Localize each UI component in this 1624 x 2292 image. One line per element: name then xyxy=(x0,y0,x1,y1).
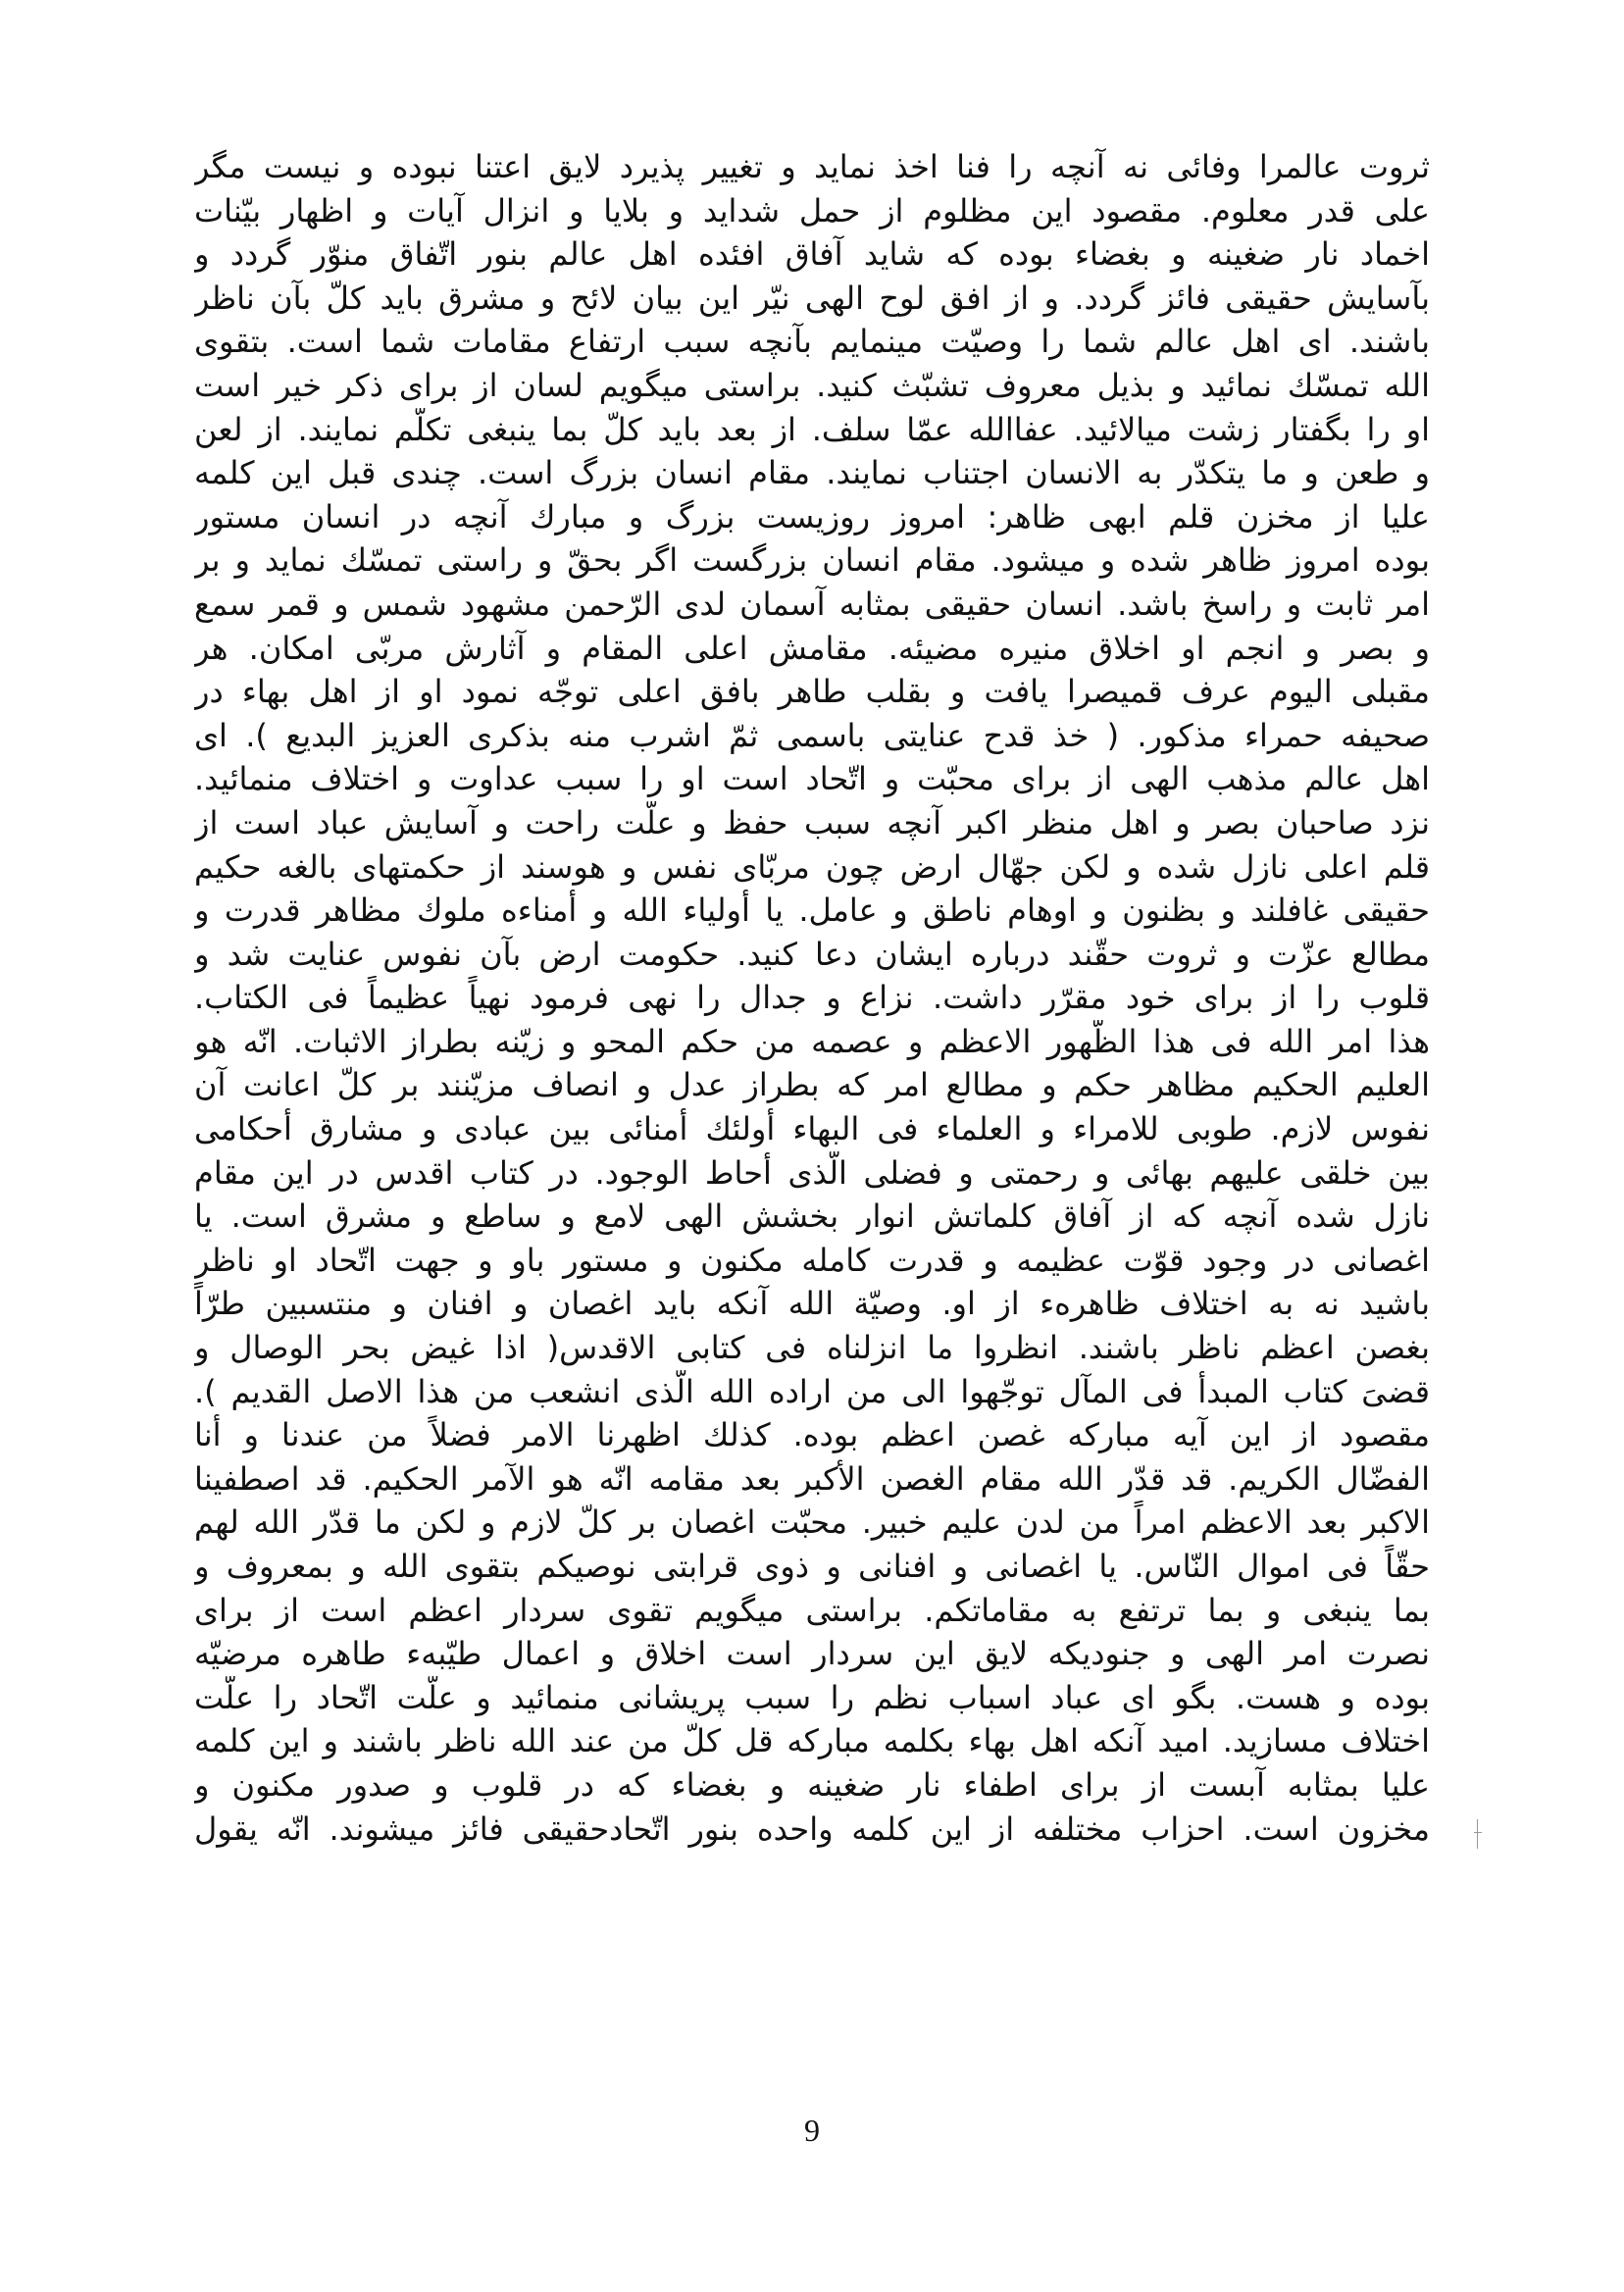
text-line: امر ثابت و راسخ باشد. انسان حقیقی بمثابه آسمان لدی الرّحمن مشهود شمس و قمر سمع xyxy=(194,585,1430,623)
text-line: باشید نه به اختلاف ظاهرهء از او. وصیّة الله آنکه باید اغصان و افنان و منتسبین طرّاً xyxy=(194,1285,1430,1323)
text-line: اهل عالم مذهب الهی از برای محبّت و اتّحاد است او را سبب عداوت و اختلاف منمائید. xyxy=(194,760,1430,798)
text-line: قضیَ کتاب المبدأ فی المآل توجّهوا الی من اراده الله الّذی انشعب من هذا الاصل القدیم ). xyxy=(194,1372,1430,1410)
text-line: نصرت امر الهی و جنودیکه لایق این سردار است اخلاق و اعمال طیّبهء طاهره مرضیّه xyxy=(194,1635,1430,1673)
text-line: قلم اعلی نازل شده و لکن جهّال ارض چون مربّای نفس و هوسند از حکمتهای بالغه حکیم xyxy=(194,847,1430,886)
page-number: 9 xyxy=(804,2113,820,2148)
text-line: علی قدر معلوم. مقصود این مظلوم از حمل شداید و بلایا و انزال آیات و اظهار بیّنات xyxy=(194,191,1430,229)
text-line: الاکبر بعد الاعظم امراً من لدن علیم خبیر. محبّت اغصان بر کلّ لازم و لکن ما قدّر الله لهم xyxy=(194,1503,1430,1542)
text-line: اختلاف مسازید. امید آنکه اهل بهاء بکلمه مبارکه قل کلّ من عند الله ناظر باشند و این کلمه xyxy=(194,1722,1430,1760)
text-line: علیا از مخزن قلم ابهی ظاهر: امروز روزیست بزرگ و مبارك آنچه در انسان مستور xyxy=(194,497,1430,535)
text-line: و طعن و ما یتکدّر به الانسان اجتناب نمایند. مقام انسان بزرگ است. چندی قبل این کلمه xyxy=(194,454,1430,492)
text-line: او را بگفتار زشت میالائید. عفاالله عمّا سلف. از بعد باید کلّ بما ینبغی تکلّم نمایند. از لعن xyxy=(194,410,1430,448)
text-line: قلوب را از برای خود مقرّر داشت. نزاع و جدال را نهی فرمود نهیاً عظیماً فی الکتاب. xyxy=(194,979,1430,1017)
text-line: بوده و هست. بگو ای عباد اسباب نظم را سبب پریشانی منمائید و علّت اتّحاد را علّت xyxy=(194,1678,1430,1716)
text-line: بوده امروز ظاهر شده و میشود. مقام انسان بزرگست اگر بحقّ و راستی تمسّك نماید و بر xyxy=(194,541,1430,580)
text-line: باشند. ای اهل عالم شما را وصیّت مینمایم بآنچه سبب ارتفاع مقامات شما است. بتقوی xyxy=(194,323,1430,361)
text-line: و بصر و انجم او اخلاق منیره مضیئه. مقامش اعلی المقام و آثارش مربّی امکان. هر xyxy=(194,629,1430,667)
body-text xyxy=(194,145,1430,1851)
text-line: هذا امر الله فی هذا الظّهور الاعظم و عصمه من حکم المحو و زیّنه بطراز الاثبات. انّه هو xyxy=(194,1022,1430,1060)
text-line: حقّاً فی اموال النّاس. یا اغصانی و افنانی و ذوی قرابتی نوصیکم بتقوی الله و بمعروف و xyxy=(194,1548,1430,1585)
text-line: بما ینبغی و بما ترتفع به مقاماتکم. براستی میگویم تقوی سردار اعظم است از برای xyxy=(194,1591,1430,1629)
text-line: مقصود از این آیه مبارکه غصن اعظم بوده. کذلك اظهرنا الامر فضلاً من عندنا و أنا xyxy=(194,1416,1430,1454)
text-line: نفوس لازم. طوبی للامراء و العلماء فی البهاء أولئك أمنائی بین عبادی و مشارق أحکامی xyxy=(194,1110,1430,1148)
text-line: بآسایش حقیقی فائز گردد. و از افق لوح الهی نیّر این بیان لائح و مشرق باید کلّ بآن ناظر xyxy=(194,279,1430,317)
text-line: علیا بمثابه آبست از برای اطفاء نار ضغینه و بغضاء که در قلوب و صدور مکنون و xyxy=(194,1765,1430,1804)
text-line: مطالع عزّت و ثروت حقّند درباره ایشان دعا کنید. حکومت ارض بآن نفوس عنایت شد و xyxy=(194,935,1430,973)
text-line: اخماد نار ضغینه و بغضاء بوده که شاید آفاق افئده اهل عالم بنور اتّفاق منوّر گردد و xyxy=(194,235,1430,274)
text-line: بین خلقی علیهم بهائی و رحمتی و فضلی الّذی أحاط الوجود. در کتاب اقدس در این مقام xyxy=(194,1153,1430,1192)
text-line: حقیقی غافلند و بظنون و اوهام ناطق و عامل. یا أولیاء الله و أمناءه ملوك مظاهر قدرت و xyxy=(194,891,1430,930)
text-line: بغصن اعظم ناظر باشند. انظروا ما انزلناه فی کتابی الاقدس( اذا غیض بحر الوصال و xyxy=(194,1329,1430,1367)
margin-mark xyxy=(1471,1819,1485,1849)
text-line: نزد صاحبان بصر و اهل منظر اکبر آنچه سبب حفظ و علّت راحت و آسایش عباد است از xyxy=(194,803,1430,841)
text-line: نازل شده آنچه که از آفاق کلماتش انوار بخشش الهی لامع و ساطع و مشرق است. یا xyxy=(194,1197,1430,1236)
text-line: ثروت عالمرا وفائی نه آنچه را فنا اخذ نماید و تغییر پذیرد لایق اعتنا نبوده و نیست مگر xyxy=(194,148,1430,185)
text-line: مخزون است. احزاب مختلفه از این کلمه واحده بنور اتّحادحقیقی فائز میشوند. انّه یقول xyxy=(194,1809,1430,1848)
text-line: العلیم الحکیم مظاهر حکم و مطالع امر که بطراز عدل و انصاف مزیّنند بر کلّ اعانت آن xyxy=(194,1066,1430,1104)
text-line: صحیفه حمراء مذکور. ( خذ قدح عنایتی باسمی ثمّ اشرب منه بذکری العزیز البدیع ). ای xyxy=(194,716,1430,754)
text-line: اغصانی در وجود قوّت عظیمه و قدرت کامله مکنون و مستور باو و جهت اتّحاد او ناظر xyxy=(194,1241,1430,1279)
text-line: الله تمسّك نمائید و بذیل معروف تشبّث کنید. براستی میگویم لسان از برای ذکر خیر است xyxy=(194,366,1430,404)
text-line: مقبلی الیوم عرف قمیصرا یافت و بقلب طاهر بافق اعلی توجّه نمود او از اهل بهاء در xyxy=(194,673,1430,711)
text-line: الفضّال الکریم. قد قدّر الله مقام الغصن الأکبر بعد مقامه انّه هو الآمر الحکیم. قد اصطفینا xyxy=(194,1459,1430,1498)
